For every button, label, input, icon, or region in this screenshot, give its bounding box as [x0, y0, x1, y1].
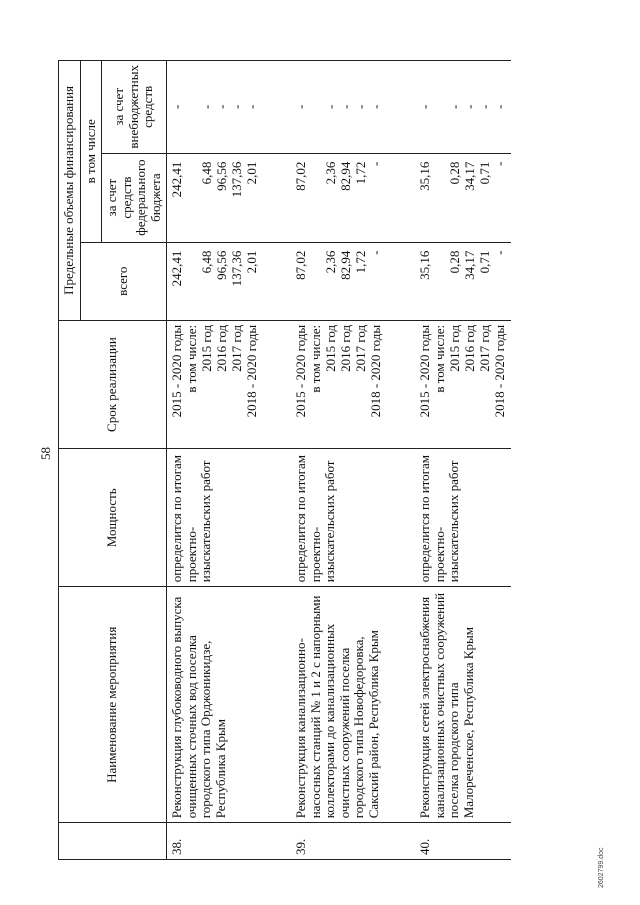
spacer-cell: [387, 61, 415, 154]
header-number: [59, 823, 167, 860]
extrabudget-value-line: -: [199, 104, 215, 109]
term-value-line: 2015 год: [199, 324, 215, 372]
rotated-table-container: [58, 60, 558, 860]
measure-name: Реконструкция глубоководного выпуска очищенных сточных вод поселка городского типа Орджоникидзе, Республика Крым: [167, 587, 264, 823]
total-value-line: [185, 251, 200, 316]
total-value-line: -: [368, 250, 384, 255]
term-value-line: в том числе:: [308, 324, 324, 393]
header-total: всего: [80, 242, 167, 320]
term-value-line: 2018 - 2020 годы: [492, 324, 508, 418]
table-row: [415, 61, 511, 860]
total-value-line: 0,71: [477, 250, 493, 274]
spacer-cell: [387, 823, 415, 860]
extrabudget-value-line: -: [477, 104, 493, 109]
federal-value-line: 0,28: [447, 161, 463, 185]
federal-value-line: 1,72: [353, 161, 369, 185]
federal-value-line: [185, 162, 200, 238]
financing-table: [58, 60, 511, 860]
spacer-cell: [387, 587, 415, 823]
table-row: [291, 61, 387, 860]
total-value-line: 6,48: [199, 250, 215, 274]
federal-value-line: 137,36: [229, 161, 245, 198]
extrabudget-value: [167, 61, 264, 154]
federal-value: [415, 153, 511, 242]
total-value: [415, 242, 511, 320]
spacer-cell: [263, 823, 291, 860]
extrabudget-value-line: -: [462, 104, 478, 109]
term-value-line: 2018 - 2020 годы: [368, 324, 384, 418]
term-value-line: 2015 - 2020 годы: [417, 324, 433, 418]
row-number: 40.: [415, 823, 511, 860]
header-including: в том числе: [80, 61, 102, 243]
extrabudget-value-line: -: [447, 104, 463, 109]
extrabudget-value-line: -: [492, 104, 508, 109]
total-value-line: 87,02: [293, 250, 309, 280]
spacer-cell: [263, 242, 291, 320]
row-spacer: [263, 61, 291, 860]
total-value-line: 137,36: [229, 250, 245, 287]
extrabudget-value-line: -: [338, 104, 354, 109]
federal-value-line: 2,01: [244, 161, 260, 185]
term-value: [415, 320, 511, 448]
spacer-cell: [263, 320, 291, 448]
power-value: определится по итогам проектно-изыскательских работ: [415, 449, 511, 587]
total-value-line: 96,56: [214, 250, 230, 280]
term-value-line: 2016 год: [462, 324, 478, 372]
table-row: [167, 61, 264, 860]
total-value: [167, 242, 264, 320]
total-value-line: 0,28: [447, 250, 463, 274]
measure-name: Реконструкция сетей электроснабжения канализационных очистных сооружений поселка городского типа Малореченское, Республика Крым: [415, 587, 511, 823]
spacer-cell: [387, 320, 415, 448]
spacer-cell: [263, 449, 291, 587]
total-value-line: 35,16: [417, 250, 433, 280]
federal-value-line: 242,41: [169, 161, 185, 198]
term-value-line: 2017 год: [229, 324, 245, 372]
federal-value-line: 6,48: [199, 161, 215, 185]
extrabudget-value-line: -: [293, 104, 309, 109]
spacer-cell: [263, 587, 291, 823]
header-name: Наименование мероприятия: [59, 587, 167, 823]
extrabudget-value-line: [309, 65, 324, 149]
total-value-line: [309, 251, 324, 316]
term-value-line: в том числе:: [432, 324, 448, 393]
extrabudget-value-line: [433, 65, 448, 149]
term-value-line: 2015 - 2020 годы: [169, 324, 185, 418]
spacer-cell: [387, 449, 415, 587]
federal-value-line: 0,71: [477, 161, 493, 185]
power-value: определится по итогам проектно-изыскательских работ: [167, 449, 264, 587]
header-term: Срок реализации: [59, 320, 167, 448]
spacer-cell: [263, 153, 291, 242]
extrabudget-value-line: -: [214, 104, 230, 109]
term-value-line: 2015 год: [447, 324, 463, 372]
row-number: 38.: [167, 823, 264, 860]
spacer-cell: [387, 242, 415, 320]
federal-value-line: -: [492, 161, 508, 166]
extrabudget-value-line: [185, 65, 200, 149]
spacer-cell: [387, 153, 415, 242]
extrabudget-value-line: -: [169, 104, 185, 109]
total-value-line: 242,41: [169, 250, 185, 287]
total-value-line: -: [492, 250, 508, 255]
header-federal: за счет средств федерального бюджета: [102, 153, 167, 242]
term-value-line: 2015 - 2020 годы: [293, 324, 309, 418]
total-value: [291, 242, 387, 320]
federal-value: [291, 153, 387, 242]
extrabudget-value-line: -: [417, 104, 433, 109]
row-spacer: [387, 61, 415, 860]
header-extrabudget: за счет внебюджетных средств: [102, 61, 167, 154]
table-body: [167, 61, 512, 860]
document-filename: 2602799.doc: [598, 847, 605, 888]
term-value-line: 2015 год: [323, 324, 339, 372]
extrabudget-value-line: -: [353, 104, 369, 109]
extrabudget-value: [291, 61, 387, 154]
extrabudget-value-line: -: [323, 104, 339, 109]
federal-value-line: 2,36: [323, 161, 339, 185]
total-value-line: 2,01: [244, 250, 260, 274]
term-value-line: в том числе:: [184, 324, 200, 393]
federal-value-line: [309, 162, 324, 238]
row-number: 39.: [291, 823, 387, 860]
extrabudget-value-line: -: [244, 104, 260, 109]
spacer-cell: [263, 61, 291, 154]
total-value-line: 34,17: [462, 250, 478, 280]
federal-value-line: [433, 162, 448, 238]
extrabudget-value-line: -: [368, 104, 384, 109]
term-value: [167, 320, 264, 448]
federal-value-line: -: [368, 161, 384, 166]
term-value: [291, 320, 387, 448]
federal-value-line: 87,02: [293, 161, 309, 191]
total-value-line: 2,36: [323, 250, 339, 274]
header-power: Мощность: [59, 449, 167, 587]
federal-value-line: 35,16: [417, 161, 433, 191]
term-value-line: 2017 год: [477, 324, 493, 372]
extrabudget-value: [415, 61, 511, 154]
term-value-line: 2016 год: [214, 324, 230, 372]
measure-name: Реконструкция канализационно-насосных станций № 1 и 2 с напорными коллекторами до канализационных очистных сооружений поселка городского типа Новофедоровка, Сакский район, Республика Крым: [291, 587, 387, 823]
federal-value-line: 82,94: [338, 161, 354, 191]
power-value: определится по итогам проектно-изыскательских работ: [291, 449, 387, 587]
term-value-line: 2018 - 2020 годы: [244, 324, 260, 418]
total-value-line: 1,72: [353, 250, 369, 274]
total-value-line: 82,94: [338, 250, 354, 280]
header-financing-limits: Предельные объемы финансирования: [59, 61, 81, 321]
federal-value: [167, 153, 264, 242]
federal-value-line: 96,56: [214, 161, 230, 191]
total-value-line: [433, 251, 448, 316]
extrabudget-value-line: -: [229, 104, 245, 109]
federal-value-line: 34,17: [462, 161, 478, 191]
term-value-line: 2016 год: [338, 324, 354, 372]
term-value-line: 2017 год: [353, 324, 369, 372]
page-number: 58: [38, 447, 53, 460]
